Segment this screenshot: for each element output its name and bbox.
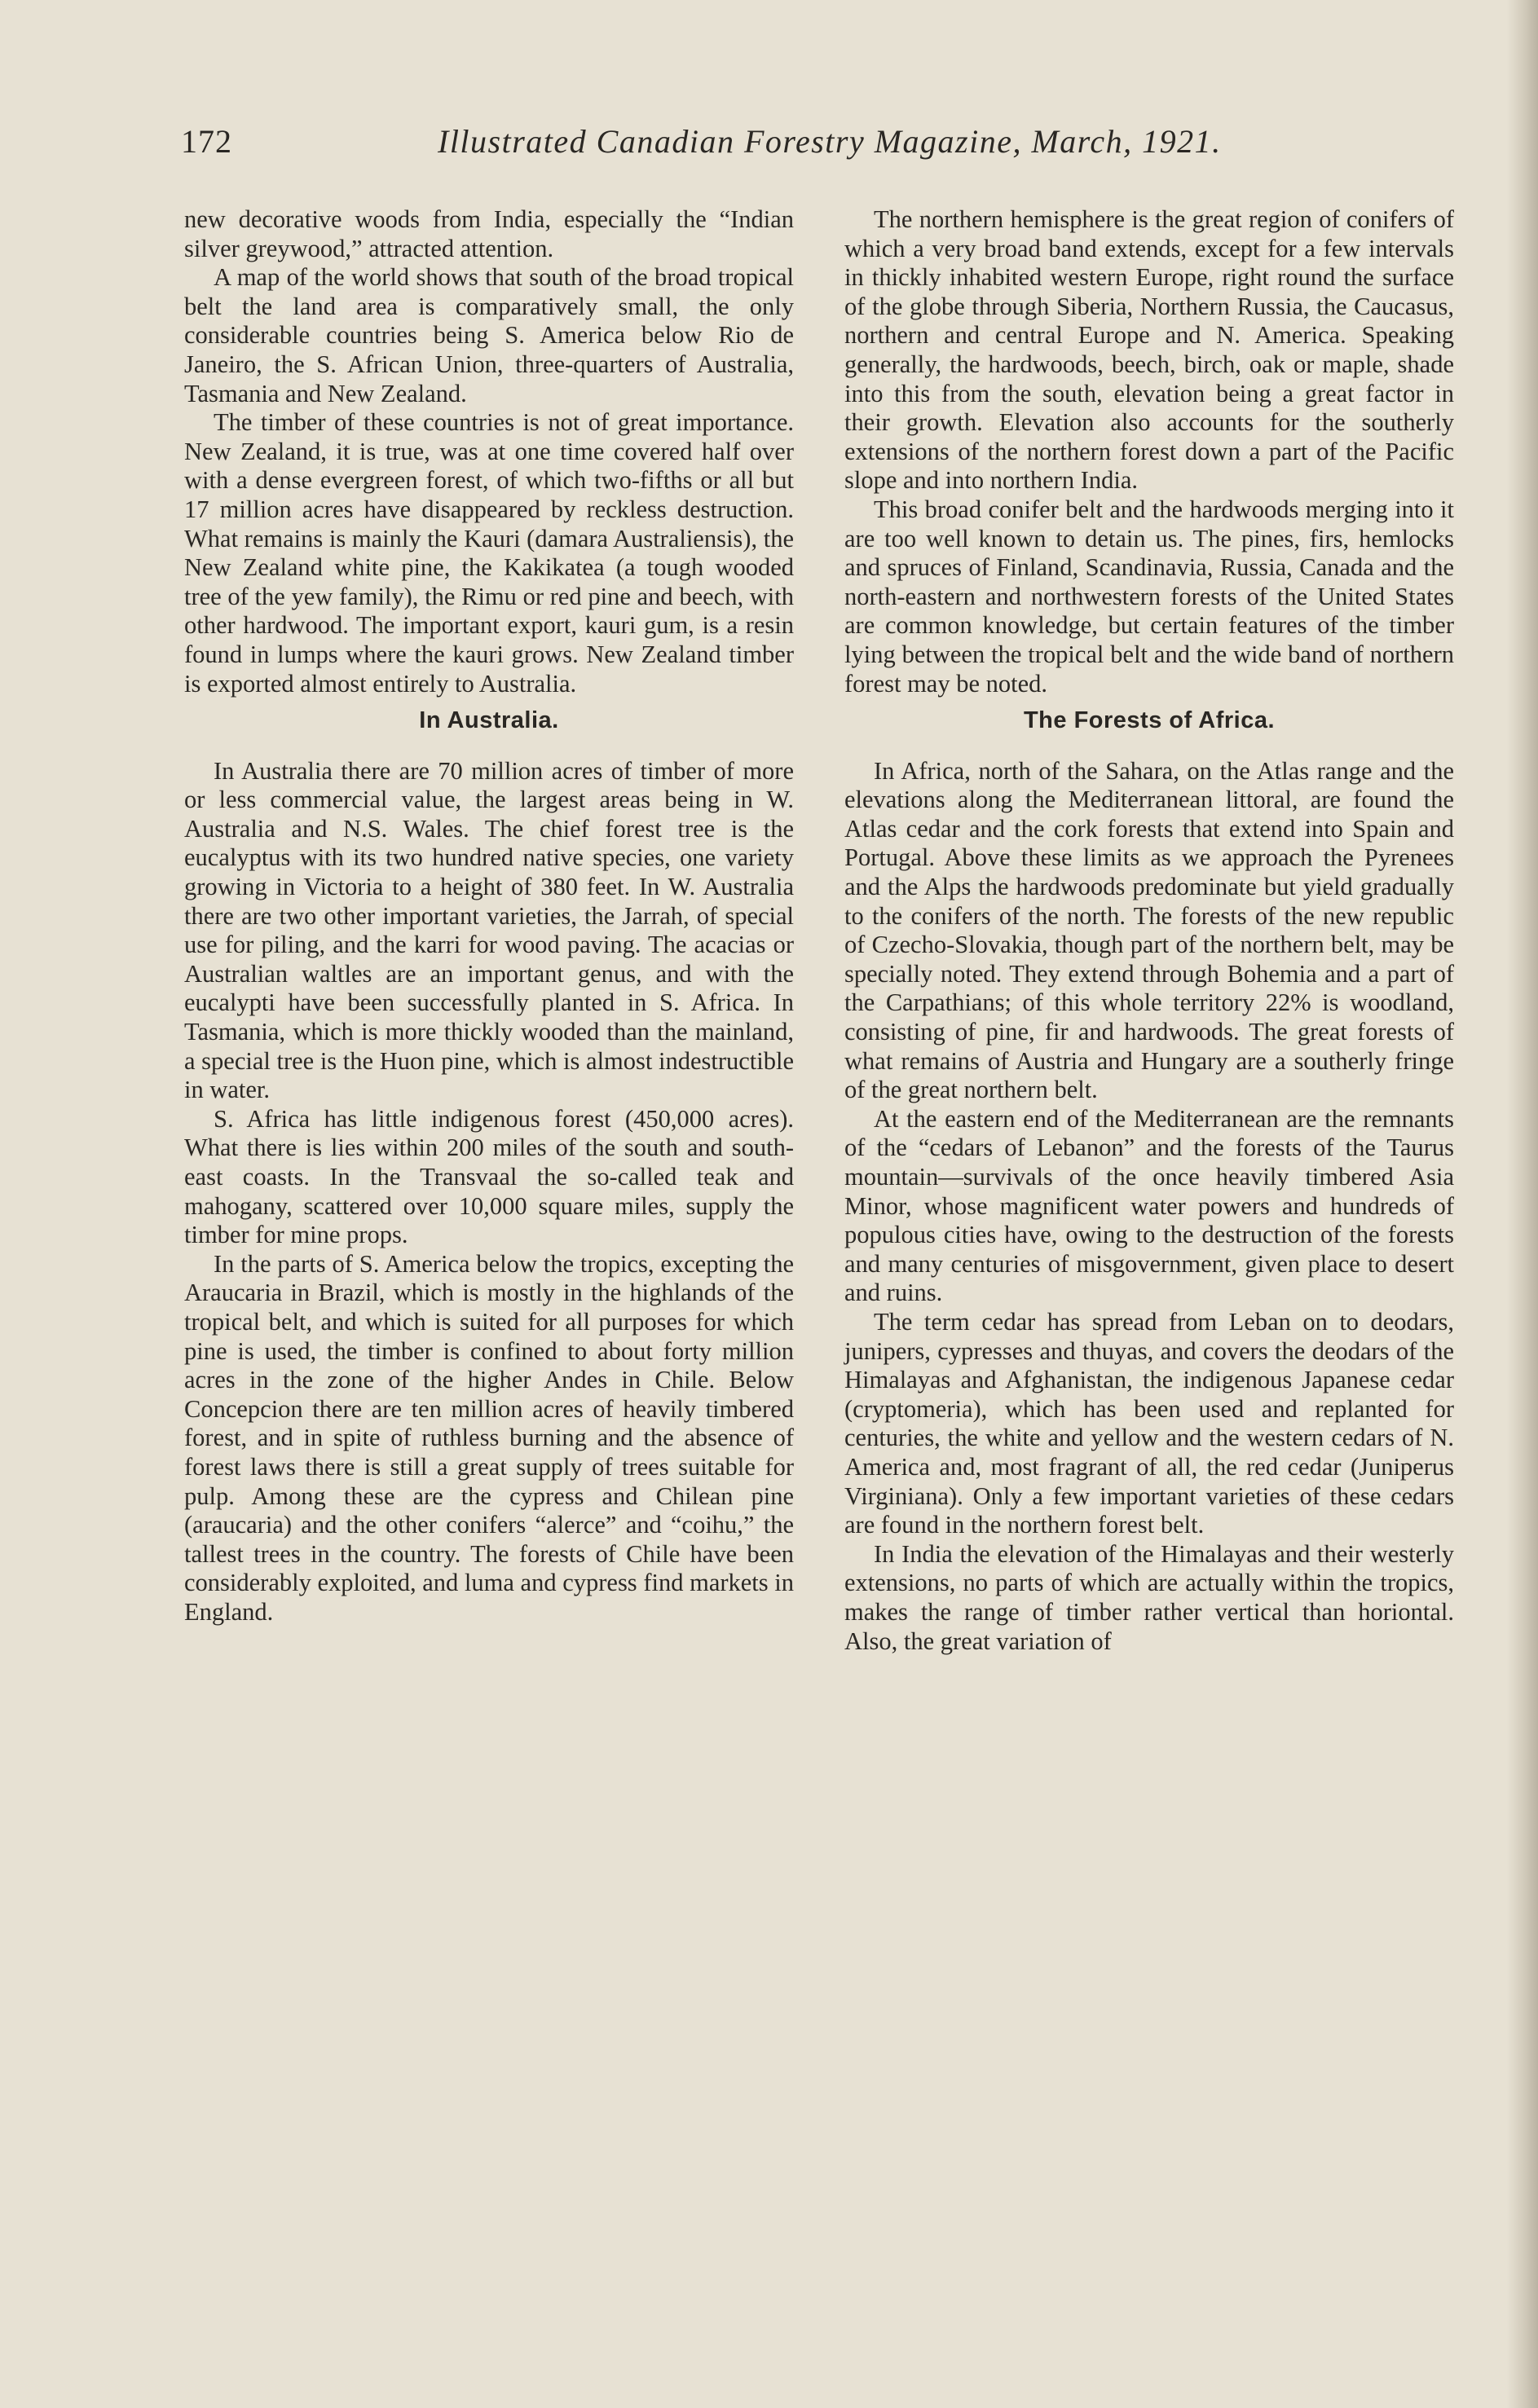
paragraph: The term cedar has spread from Leban on to deodars, junipers, cypresses and thuyas, and covers the deodars of the Himalayas and Afghanistan, the indigenous Japanese cedar (cryptomeria), which has been used and replanted for centuries, the white and yellow and the western cedars of N. America and, most fragrant of all, the red cedar (Juniperus Virginiana). Only a few important varieties of these cedars are found in the northern forest belt. [844,1307,1454,1539]
paragraph: At the eastern end of the Mediterranean are the remnants of the “cedars of Lebanon” and the forests of the Taurus mountain—survivals of the once heavily timbered Asia Minor, whose magnificent water powers and hundreds of populous cities have, owing to the destruction of the forests and many centuries of misgovernment, given place to desert and ruins. [844,1104,1454,1307]
paragraph: new decorative woods from India, especially the “Indian silver greywood,” attracted attention. [184,205,794,262]
right-column [844,205,1454,1656]
paragraph: In Australia there are 70 million acres of timber of more or less commercial value, the largest areas being in W. Australia and N.S. Wales. The chief forest tree is the eucalyptus with its two hundred native species, one variety growing in Victoria to a height of 380 feet. In W. Australia there are two other important varieties, the Jarrah, of special use for piling, and the karri for wood paving. The acacias or Australian waltles are an important genus, and with the eucalypti have been successfully planted in S. Africa. In Tasmania, which is more thickly wooded than the mainland, a special tree is the Huon pine, which is almost indestructible in water. [184,756,794,1104]
paragraph: The northern hemisphere is the great region of conifers of which a very broad band extends, except for a few intervals in thickly inhabited western Europe, right round the surface of the globe through Siberia, Northern Russia, the Caucasus, northern and central Europe and N. America. Speaking generally, the hardwoods, beech, birch, oak or maple, shade into this from the south, elevation being a great factor in their growth. Elevation also accounts for the southerly extensions of the northern forest down a part of the Pacific slope and into northern India. [844,205,1454,495]
paragraph: The timber of these countries is not of great importance. New Zealand, it is true, was at one time covered half over with a dense evergreen forest, of which two-fifths or all but 17 million acres have disappeared by reckless destruction. What remains is mainly the Kauri (damara Australiensis), the New Zealand white pine, the Kakikatea (a tough wooded tree of the yew family), the Rimu or red pine and beech, with other hardwood. The important export, kauri gum, is a resin found in lumps where the kauri grows. New Zealand timber is exported almost entirely to Australia. [184,408,794,698]
page-header [181,122,1306,179]
section-heading-africa: The Forests of Africa. [1023,707,1276,734]
paragraph: S. Africa has little indigenous forest (450,000 acres). What there is lies within 200 miles of the south and south-east coasts. In the Transvaal the so-called teak and mahogany, scattered over 10,000 square miles, supply the timber for mine props. [184,1104,794,1249]
paragraph: In Africa, north of the Sahara, on the Atlas range and the elevations along the Mediterranean littoral, are found the Atlas cedar and the cork forests that extend into Spain and Portugal. Above these limits as we approach the Pyrenees and the Alps the hardwoods predominate but yield gradually to the conifers of the north. The forests of the new republic of Czecho-Slovakia, though part of the northern belt, may be specially noted. They extend through Bohemia and a part of the Carpathians; of this whole territory 22% is woodland, consisting of pine, fir and hardwoods. The great forests of what remains of Austria and Hungary are a southerly fringe of the great northern belt. [844,756,1454,1104]
left-column [184,205,794,1627]
section-heading-australia: In Australia. [419,707,559,734]
paragraph: In the parts of S. America below the tropics, excepting the Araucaria in Brazil, which is mostly in the highlands of the tropical belt, and which is suited for all purposes for which pine is used, the timber is confined to about forty million acres in the zone of the higher Andes in Chile. Below Concepcion there are ten million acres of heavily timbered forest, and in spite of ruthless burning and the absence of forest laws there is still a great supply of trees suitable for pulp. Among these are the cypress and Chilean pine (araucaria) and the other conifers “alerce” and “coihu,” the tallest trees in the country. The forests of Chile have been considerably exploited, and luma and cypress find markets in England. [184,1249,794,1626]
running-title: Illustrated Canadian Forestry Magazine, March, 1921. [438,123,1222,160]
paragraph: A map of the world shows that south of the broad tropical belt the land area is comparatively small, the only considerable countries being S. America below Rio de Janeiro, the S. African Union, three-quarters of Australia, Tasmania and New Zealand. [184,263,794,407]
paragraph: In India the elevation of the Himalayas and their westerly extensions, no parts of which are actually within the tropics, makes the range of timber rather vertical than horiontal. Also, the great variation of [844,1539,1454,1655]
page-number: 172 [181,123,232,160]
paragraph: This broad conifer belt and the hardwoods merging into it are too well known to detain us. The pines, firs, hemlocks and spruces of Finland, Scandinavia, Russia, Canada and the north-eastern and northwestern forests of the United States are common knowledge, but certain features of the timber lying between the tropical belt and the wide band of northern forest may be noted. [844,495,1454,698]
page-edge-shadow [1507,0,1538,2408]
